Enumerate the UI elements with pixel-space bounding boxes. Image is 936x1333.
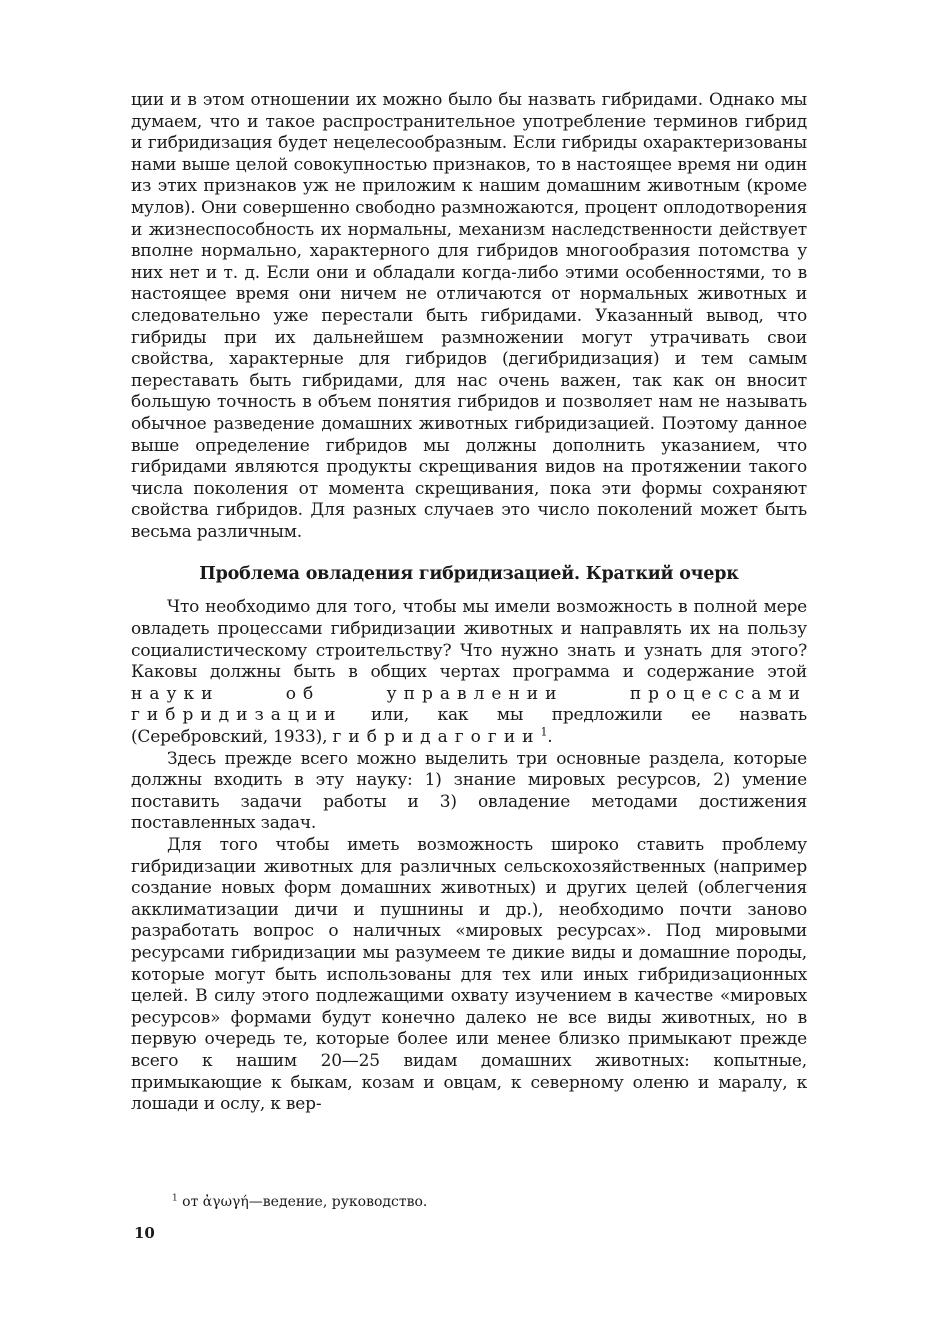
section-heading: Проблема овладения гибридизацией. Краткий очерк <box>199 564 739 585</box>
page-body <box>131 90 807 1116</box>
page-number: 10 <box>134 1224 155 1242</box>
footnote-marker: 1 <box>172 1193 178 1204</box>
paragraph-questions-text: Что необходимо для того, чтобы мы имели возможность в полной мере овладеть процессами гибридизации животных и направлять их на пользу социалистическому строительству? Что нужно знать и узнать для этого? Каковы должны быть в общих чертах программа и содержание этой <box>131 597 807 683</box>
paragraph-continuation: ции и в этом отношении их можно было бы назвать гибридами. Однако мы думаем, что и такое распространительное употребление терминов гибрид и гибридизация будет нецелесообразным. Если гибриды охарактеризованы нами выше целой совокупностью признаков, то в настоящее время ни один из этих признаков уж не приложим к нашим домашним животным (кроме мулов). Они совершенно свободно размножаются, процент оплодотворения и жизнеспособность их нормальны, механизм наследственности действует вполне нормально, характерного для гибридов многообразия потомства у них нет и т. д. Если они и обладали когда-либо этими особенностями, то в настоящее время они ничем не отличаются от нормальных животных и следовательно уже перестали быть гибридами. Указанный вывод, что гибриды при их дальнейшем размножении могут утрачивать свои свойства, характерные для гибридов (дегибридизация) и тем самым переставать быть гибридами, для нас очень важен, так как он вносит большую точность в объем понятия гибридов и позволяет нам не называть обычное разведение домашних животных гибридизацией. Поэтому данное выше определение гибридов мы должны дополнить указанием, что гибридами являются продукты скрещивания видов на протяжении такого числа поколения от момента скрещивания, пока эти формы сохраняют свойства гибридов. Для разных случаев это число поколений может быть весьма различным. <box>131 90 807 542</box>
paragraph-questions-end: . <box>547 727 553 748</box>
paragraph-questions <box>131 597 807 748</box>
footnote-reference: 1 <box>540 725 548 739</box>
footnote <box>172 1193 427 1211</box>
paragraph-world-resources: Для того чтобы иметь возможность широко ставить проблему гибридизации животных для различных сельскохозяйственных (например создание новых форм домашних животных) и других целей (облегчения акклиматизации дичи и пушнины и др.), необходимо почти заново разработать вопрос о наличных «мировых ресурсах». Под мировыми ресурсами гибридизации мы разумеем те дикие виды и домашние породы, которые могут быть использованы для тех или иных гибридизационных целей. В силу этого подлежащими охвату изучением в качестве «мировых ресурсов» формами будут конечно далеко не все виды животных, но в первую очередь те, которые более или менее близко примыкают прежде всего к нашим 20—25 видам домашних животных: копытные, примыкающие к быкам, козам и овцам, к северному оленю и маралу, к лошади и ослу, к вер- <box>131 835 807 1115</box>
spaced-term-hybridagogy: гибридагогии <box>332 727 541 748</box>
paragraph-questions-mid: или, как мы предложили ее назвать (Серебровский, 1933), <box>131 705 807 748</box>
footnote-text: от ἀγωγή—ведение, руководство. <box>177 1194 428 1210</box>
spaced-term-science: науки об управлении процессами гибридизации <box>131 683 807 726</box>
paragraph-sections: Здесь прежде всего можно выделить три основные раздела, которые должны входить в эту науку: 1) знание мировых ресурсов, 2) умение поставить задачи работы и 3) овладение методами достижения поставленных задач. <box>131 748 807 834</box>
